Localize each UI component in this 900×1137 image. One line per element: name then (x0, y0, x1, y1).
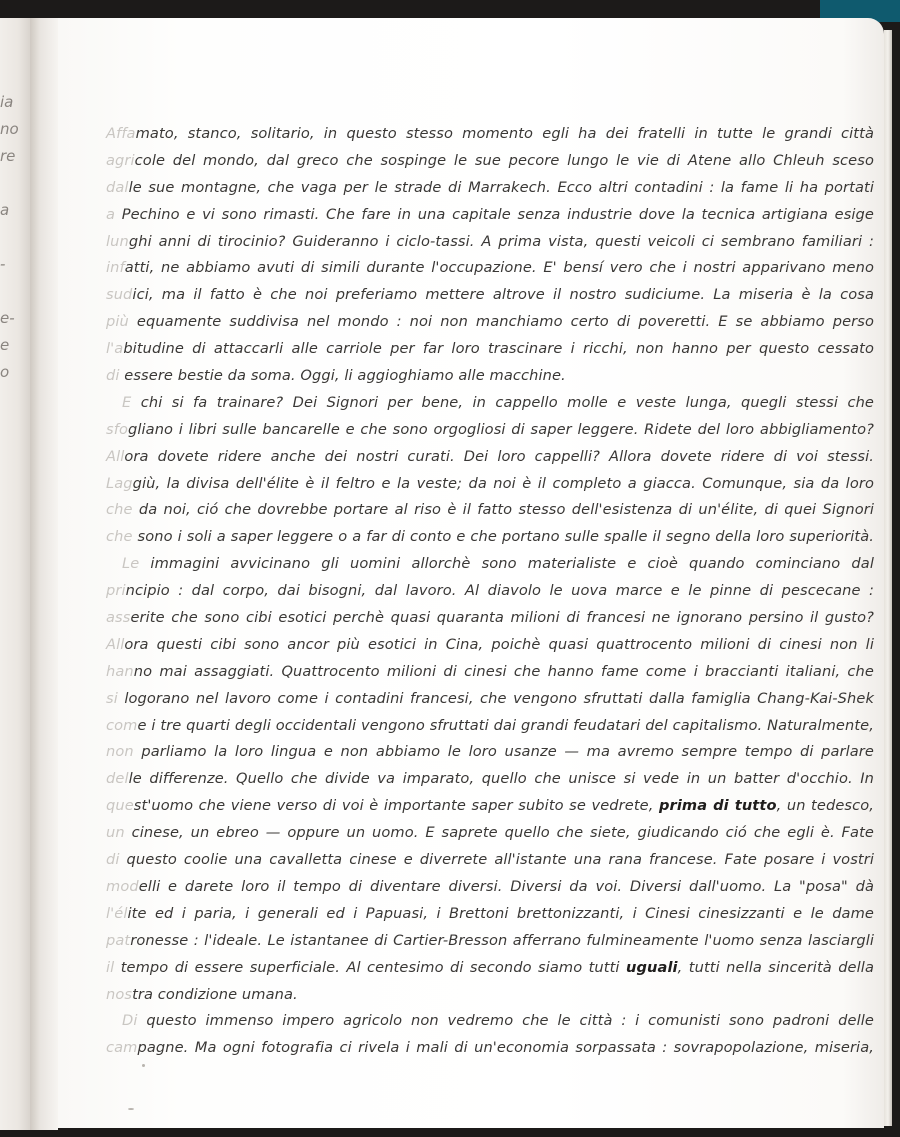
faded-line-start: che (106, 501, 133, 519)
line-text: questo immenso impero agricolo non vedremo che le città : i comunisti sono padroni delle (137, 1012, 874, 1030)
line-text: tempo di essere superficiale. Al centesimo di secondo siamo tutti (120, 958, 626, 976)
text-line (106, 148, 874, 175)
line-text: gliano i libri sulle bancarelle e che sono orgogliosi di saper leggere. Ridete del loro abbigliamento? (127, 420, 874, 438)
faded-line-start: sfo (106, 420, 128, 438)
text-line (106, 444, 874, 471)
facing-page-text-fragment: a (0, 201, 10, 219)
body-text (106, 121, 874, 1062)
faded-line-start: del (106, 770, 129, 788)
text-line (106, 229, 874, 256)
text-line (106, 847, 874, 874)
text-line (106, 309, 874, 336)
text-line (106, 632, 874, 659)
faded-line-start: Di (122, 1012, 138, 1030)
faded-line-start: a (106, 205, 122, 223)
line-text: no mai assaggiati. Quattrocento milioni di cinesi che hanno fame come i braccianti italiani, che (133, 662, 874, 680)
text-line (106, 901, 874, 928)
faded-line-start: si (106, 689, 125, 707)
facing-page-edge (0, 18, 30, 1130)
line-text: parliamo la loro lingua e non abbiamo le loro usanze — ma avremo sempre tempo di parlare (133, 743, 874, 761)
line-text: ora dovete ridere anche dei nostri curati. Dei loro cappelli? Allora dovete ridere di voi stessi. (124, 447, 874, 465)
paper-speck (142, 1064, 145, 1067)
text-line (106, 175, 874, 202)
line-text: pagne. Ma ogni fotografia ci rivela i mali di un'economia sorpassata : sovrapopolazione, miseria, (137, 1039, 874, 1057)
line-text: essere bestie da soma. Oggi, li aggioghiamo alle macchine. (124, 367, 566, 385)
line-text: giù, la divisa dell'élite è il feltro e la veste; da noi è il completo a giacca. Comunque, sia da loro (132, 474, 874, 492)
book-gutter (30, 18, 58, 1130)
faded-line-start: cam (106, 1039, 138, 1057)
text-line (106, 1035, 874, 1062)
line-text: ncipio : dal corpo, dai bisogni, dal lavoro. Al diavolo le uova marce e le pinne di pescecane : (125, 582, 874, 600)
line-text: ite ed i paria, i generali ed i Papuasi, i Brettoni brettonizzanti, i Cinesi cinesizzanti e le dame (127, 904, 874, 922)
text-line (106, 497, 874, 524)
line-text: equamente suddivisa nel mondo : noi non manchiamo certo di poveretti. E se abbiamo perso (128, 313, 874, 331)
faded-line-start: di (106, 851, 127, 869)
faded-line-start: Lag (106, 474, 133, 492)
text-line (106, 713, 874, 740)
line-text: Pechino e vi sono rimasti. Che fare in una capitale senza industrie dove la tecnica artigiana esige (121, 205, 874, 223)
faded-line-start: lun (106, 232, 129, 250)
facing-page-text-fragment: e (0, 336, 10, 354)
line-text: ronesse : l'ideale. Le istantanee di Cartier-Bresson afferrano fulmineamente l'uomo senza lasciargli (130, 931, 874, 949)
faded-line-start: han (106, 662, 134, 680)
facing-page-text-fragment: o (0, 363, 10, 381)
faded-line-start: ass (106, 609, 131, 627)
text-line (106, 417, 874, 444)
faded-line-start: pri (106, 582, 126, 600)
line-text: immagini avvicinano gli uomini allorchè sono materialiste e cioè quando cominciano dal (139, 555, 874, 573)
faded-line-start: non (106, 743, 134, 761)
page-stack-edge (884, 30, 892, 1126)
paper-speck (128, 1108, 134, 1110)
line-text: questo coolie una cavalletta cinese e diverrete all'istante una rana francese. Fate posare i vostri (126, 851, 874, 869)
line-text: sono i soli a saper leggere o a far di conto e che portano sulle spalle il segno della loro superiorità. (132, 528, 874, 546)
faded-line-start: un (106, 824, 125, 842)
text-line (106, 255, 874, 282)
line-text: cinese, un ebreo — oppure un uomo. E saprete quello che siete, giudicando ció che egli è. Fate (124, 824, 874, 842)
line-text: bitudine di attaccarli alle carriole per far loro trascinare i ricchi, non hanno per questo cessato (123, 340, 874, 358)
text-line (106, 121, 874, 148)
line-text: ici, ma il fatto è che noi preferiamo mettere altrove il nostro sudiciume. La miseria è la cosa (132, 286, 874, 304)
line-text: da noi, ció che dovrebbe portare al riso è il fatto stesso dell'esistenza di un'élite, di quei Signori (132, 501, 874, 519)
book-page (58, 18, 884, 1128)
line-text: mato, stanco, solitario, in questo stesso momento egli ha dei fratelli in tutte le grandi città (135, 125, 874, 142)
faded-line-start: di (106, 367, 125, 385)
faded-line-start: All (106, 635, 125, 653)
text-line (106, 202, 874, 229)
facing-page-text-fragment: e- (0, 309, 15, 327)
text-line (106, 982, 874, 1009)
line-text: , un tedesco, (776, 797, 874, 815)
line-text: le sue montagne, che vaga per le strade di Marrakech. Ecco altri contadini : la fame li ha portati (128, 178, 874, 196)
faded-line-start: com (106, 716, 138, 734)
facing-page-text-fragment: - (0, 255, 6, 273)
faded-line-start: il (106, 958, 121, 976)
text-line (106, 363, 874, 390)
text-line (106, 928, 874, 955)
faded-line-start: dal (106, 178, 129, 196)
facing-page-text-fragment: re (0, 147, 16, 165)
line-text: elli e darete loro il tempo di diventare diversi. Diversi da voi. Diversi dall'uomo. La "posa" dà (138, 877, 874, 895)
faded-line-start: mod (106, 877, 139, 895)
faded-line-start: Le (122, 555, 140, 573)
line-text: cole del mondo, dal greco che sospinge le sue pecore lungo le vie di Atene allo Chleuh sceso (134, 151, 874, 169)
line-text: st'uomo che viene verso di voi è importante saper subito se vedrete, (133, 797, 659, 815)
text-line (106, 686, 874, 713)
text-line (106, 739, 874, 766)
text-line (106, 766, 874, 793)
faded-line-start: All (106, 447, 125, 465)
line-text: chi si fa trainare? Dei Signori per bene, in cappello molle e veste lunga, quegli stessi che (140, 393, 874, 411)
text-line (106, 551, 874, 578)
emphasized-text: prima di tutto (658, 797, 777, 815)
text-line (106, 578, 874, 605)
line-text: e i tre quarti degli occidentali vengono sfruttati dai grandi feudatari del capitalismo. Naturalmente, (137, 716, 874, 734)
line-text: tra condizione umana. (132, 985, 298, 1003)
text-line (106, 659, 874, 686)
facing-page-text-fragment: no (0, 120, 19, 138)
line-text: atti, ne abbiamo avuti di simili durante l'occupazione. E' bensí vero che i nostri apparivano meno (124, 259, 874, 277)
text-line (106, 471, 874, 498)
faded-line-start: E (122, 393, 141, 411)
line-text: , tutti nella sincerità della (677, 958, 874, 976)
text-line (106, 1008, 874, 1035)
faded-line-start: agri (106, 151, 135, 169)
faded-line-start: pat (106, 931, 131, 949)
line-text: erite che sono cibi esotici perchè quasi quaranta milioni di francesi ne ignorano persino il gusto? (130, 609, 874, 627)
text-line (106, 605, 874, 632)
line-text: ghi anni di tirocinio? Guideranno i ciclo-tassi. A prima vista, questi veicoli ci sembrano familiari : (128, 232, 874, 250)
faded-line-start: più (106, 313, 129, 331)
faded-line-start: inf (106, 259, 125, 277)
faded-line-start: che (106, 528, 133, 546)
text-line (106, 524, 874, 551)
text-line (106, 874, 874, 901)
faded-line-start: que (106, 797, 134, 815)
emphasized-text: uguali (625, 958, 678, 976)
text-line (106, 282, 874, 309)
facing-page-text-fragment: ia (0, 93, 14, 111)
faded-line-start: Affa (106, 125, 136, 142)
line-text: le differenze. Quello che divide va imparato, quello che unisce si vede in un batter d'occhio. In (128, 770, 874, 788)
line-text: logorano nel lavoro come i contadini francesi, che vengono sfruttati dalla famiglia Chang-Kai-Shek (124, 689, 874, 707)
faded-line-start: sud (106, 286, 133, 304)
faded-line-start: l'él (106, 904, 128, 922)
text-line (106, 390, 874, 417)
text-line (106, 793, 874, 820)
faded-line-start: l'a (106, 340, 124, 358)
line-text: ora questi cibi sono ancor più esotici in Cina, poichè quasi quattrocento milioni di cinesi non li (124, 635, 874, 653)
text-line (106, 336, 874, 363)
faded-line-start: nos (106, 985, 133, 1003)
text-line (106, 820, 874, 847)
text-line (106, 955, 874, 982)
